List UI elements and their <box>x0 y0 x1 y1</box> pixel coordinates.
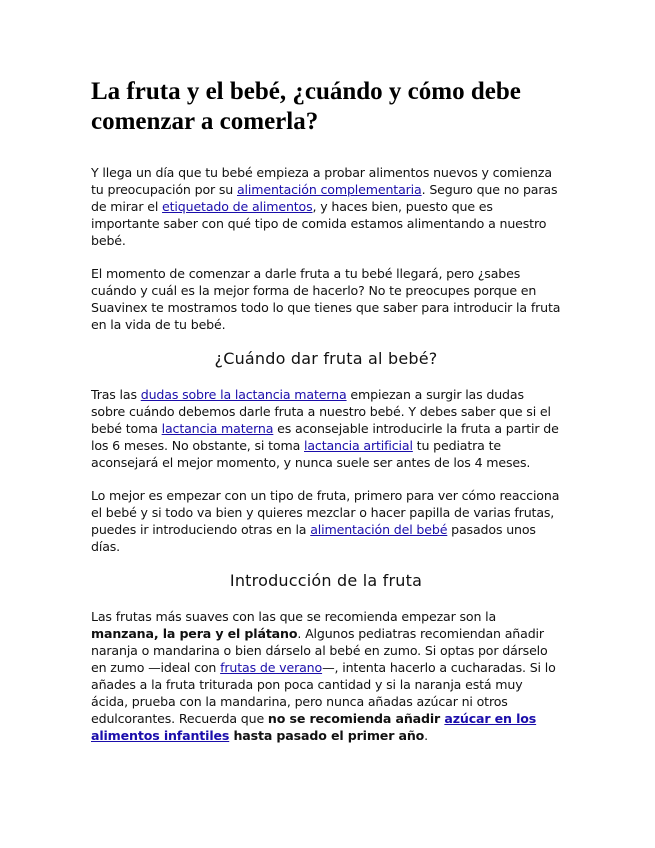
text: Lo mejor es empezar con un tipo de fruta, primero para ver cómo reacciona el bebé y si todo va bien y quieres mezclar o hacer papilla de varias frutas, puedes ir introduciendo otras en la <box>91 488 560 537</box>
text: Tras las <box>91 387 141 402</box>
text: tu pediatra te aconsejará el mejor momento, y nunca suele ser antes de los 4 meses. <box>91 438 531 470</box>
text: . <box>424 728 429 743</box>
bold-text: manzana, la pera y el plátano <box>91 626 298 641</box>
link-lactancia-materna[interactable]: lactancia materna <box>161 421 274 436</box>
article <box>91 77 561 760</box>
paragraph-cuando <box>91 386 561 471</box>
text: . Seguro que no paras de mirar el <box>91 182 558 214</box>
paragraph-empezar <box>91 487 561 555</box>
link-alimentacion-complementaria[interactable]: alimentación complementaria <box>236 182 422 197</box>
bold-text: hasta pasado el primer año <box>229 728 425 743</box>
link-alimentacion-bebe[interactable]: alimentación del bebé <box>310 522 448 537</box>
link-etiquetado-alimentos[interactable]: etiquetado de alimentos <box>162 199 313 214</box>
text: . Algunos pediatras recomiendan añadir naranja o mandarina o bien dárselo al bebé en zumo. Si optas por dárselo en zumo —ideal con <box>91 626 548 675</box>
section-heading-introduccion: Introducción de la fruta <box>229 571 423 590</box>
bold-text: no se recomienda añadir <box>267 711 445 726</box>
text: pasados unos días. <box>91 522 536 554</box>
text: , y haces bien, puesto que es importante saber con qué tipo de comida estamos alimentando a nuestro bebé. <box>91 199 547 248</box>
link-dudas-lactancia[interactable]: dudas sobre la lactancia materna <box>140 387 347 402</box>
link-azucar-alimentos-infantiles[interactable]: azúcar en los alimentos infantiles <box>91 711 537 743</box>
intro-paragraph <box>91 164 561 249</box>
link-lactancia-artificial[interactable]: lactancia artificial <box>304 438 413 453</box>
second-paragraph: El momento de comenzar a darle fruta a tu bebé llegará, pero ¿sabes cuándo y cuál es la mejor forma de hacerlo? No te preocupes porque en Suavinex te mostramos todo lo que tienes que saber para introducir la fruta en la vida de tu bebé. <box>91 266 561 332</box>
section-heading-cuando: ¿Cuándo dar fruta al bebé? <box>214 349 438 368</box>
text: es aconsejable introducirle la fruta a partir de los 6 meses. No obstante, si toma <box>91 421 559 453</box>
article-title: La fruta y el bebé, ¿cuándo y cómo debe comenzar a comerla? <box>91 78 521 135</box>
text: —, intenta hacerlo a cucharadas. Si lo añades a la fruta triturada pon poca cantidad y si la naranja está muy ácida, prueba con la mandarina, pero nunca añadas azúcar ni otros edulcorantes. Recuerda que <box>91 660 556 726</box>
text: Y llega un día que tu bebé empieza a probar alimentos nuevos y comienza tu preocupación por su <box>91 165 552 197</box>
text: Las frutas más suaves con las que se recomienda empezar son la <box>91 609 497 624</box>
paragraph-introduccion <box>91 608 561 744</box>
link-frutas-verano[interactable]: frutas de verano <box>220 660 323 675</box>
text: empiezan a surgir las dudas sobre cuándo debemos darle fruta a nuestro bebé. Y debes saber que si el bebé toma <box>91 387 551 436</box>
